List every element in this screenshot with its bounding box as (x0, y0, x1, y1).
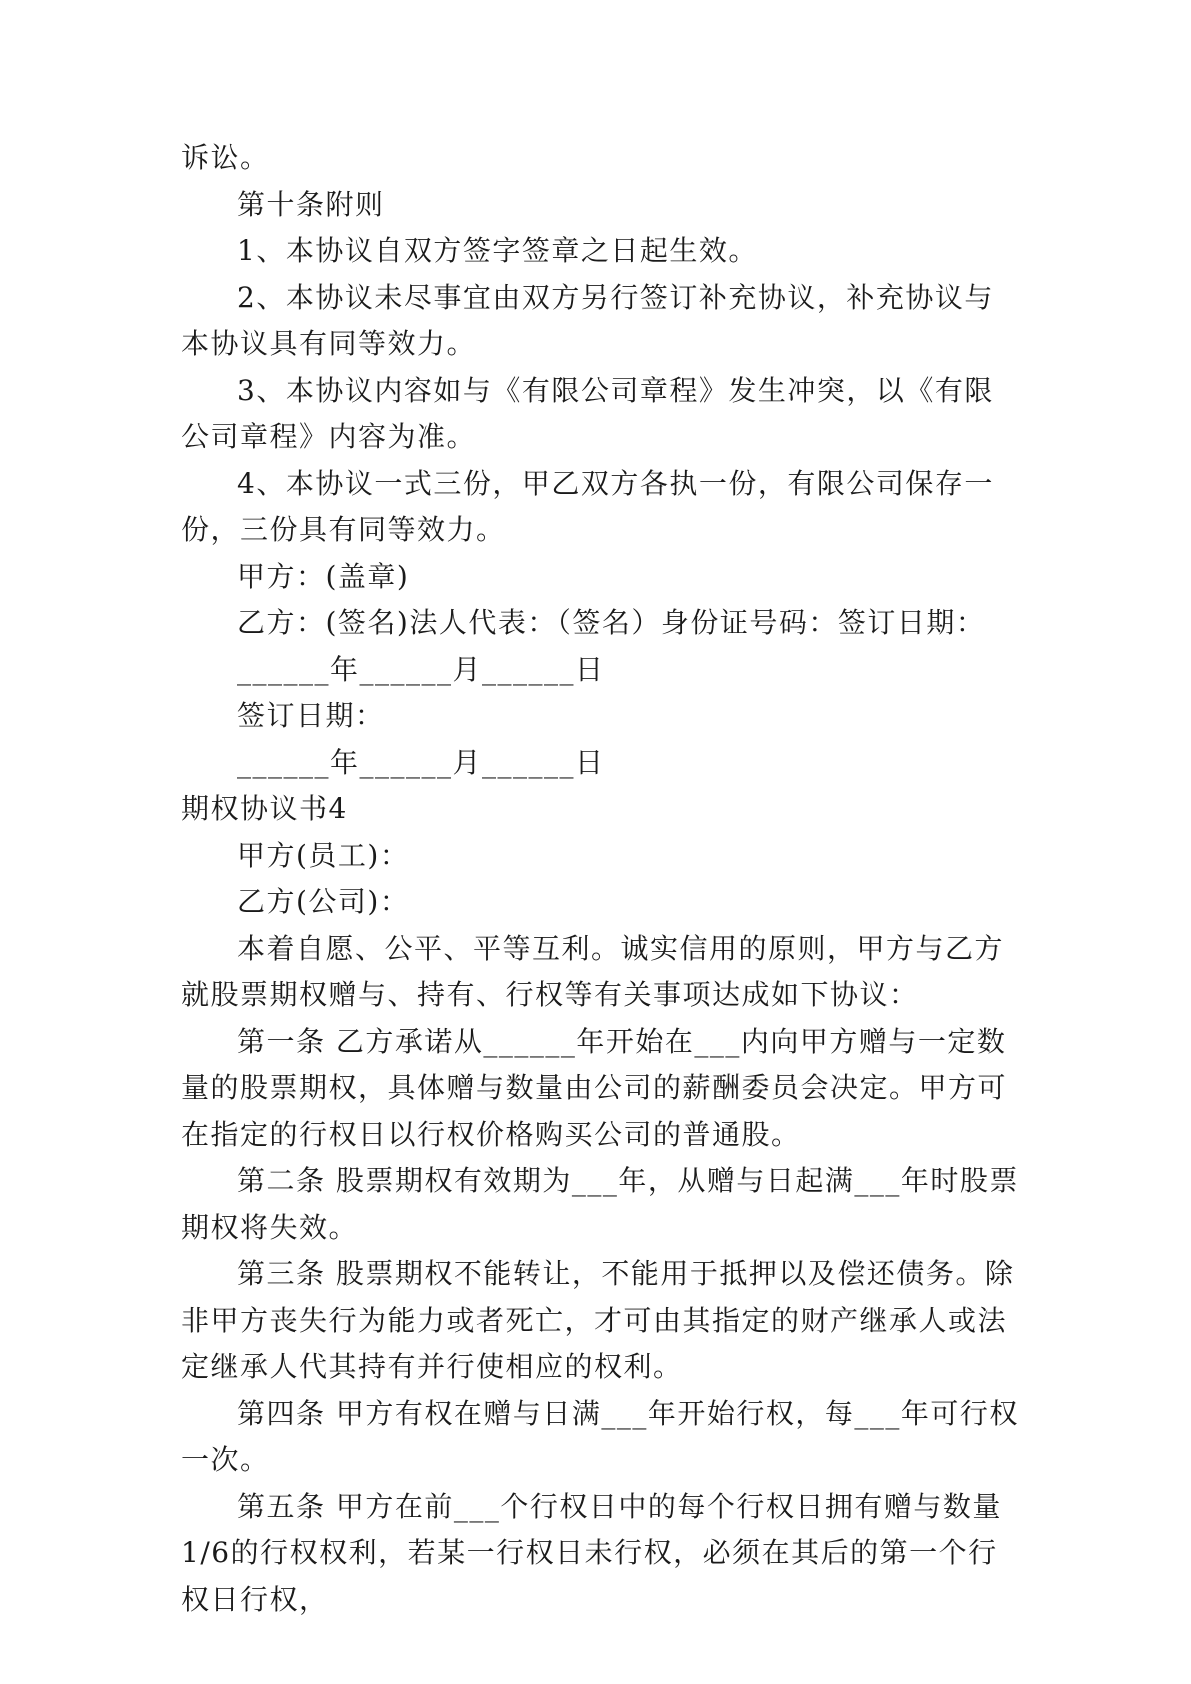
article-five: 第五条 甲方在前___个行权日中的每个行权日拥有赠与数量1/6的行权权利，若某一行权日未行权，必须在其后的第一个行权日行权， (181, 1489, 1002, 1616)
party-a-seal: 甲方：(盖章) (237, 559, 410, 593)
document-body (181, 135, 1021, 1623)
article-two: 第二条 股票期权有效期为___年，从赠与日起满___年时股票期权将失效。 (181, 1164, 1019, 1244)
clause-3: 3、本协议内容如与《有限公司章程》发生冲突，以《有限公司章程》内容为准。 (181, 373, 994, 453)
signing-date-label: 签订日期： (237, 699, 385, 732)
paragraph-litigation: 诉讼。 (181, 141, 270, 174)
article-three: 第三条 股票期权不能转让，不能用于抵押以及偿还债务。除非甲方丧失行为能力或者死亡，才可由其指定的财产继承人或法定继承人代其持有并行使相应的权利。 (181, 1257, 1015, 1383)
date-blank-2: ______年______月______日 (237, 745, 605, 779)
clause-4: 4、本协议一式三份，甲乙双方各执一份，有限公司保存一份，三份具有同等效力。 (181, 466, 994, 546)
date-blank-1: ______年______月______日 (237, 652, 605, 686)
clause-1: 1、本协议自双方签字签章之日起生效。 (237, 234, 758, 267)
party-b-signature: 乙方：(签名)法人代表：（签名）身份证号码：签订日期： (237, 606, 986, 639)
preamble: 本着自愿、公平、平等互利。诚实信用的原则，甲方与乙方就股票期权赠与、持有、行权等有关事项达成如下协议： (181, 931, 1005, 1011)
clause-2: 2、本协议未尽事宜由双方另行签订补充协议，补充协议与本协议具有同等效力。 (181, 280, 994, 360)
party-b-company: 乙方(公司)： (237, 885, 410, 918)
party-a-employee: 甲方(员工)： (237, 838, 410, 872)
article-one: 第一条 乙方承诺从______年开始在___内向甲方赠与一定数量的股票期权，具体赠与数量由公司的薪酬委员会决定。甲方可在指定的行权日以行权价格购买公司的普通股。 (181, 1024, 1008, 1151)
section-title: 期权协议书4 (181, 792, 348, 825)
article-four: 第四条 甲方有权在赠与日满___年开始行权，每___年可行权一次。 (181, 1396, 1019, 1476)
article-ten-heading: 第十条附则 (237, 187, 385, 221)
